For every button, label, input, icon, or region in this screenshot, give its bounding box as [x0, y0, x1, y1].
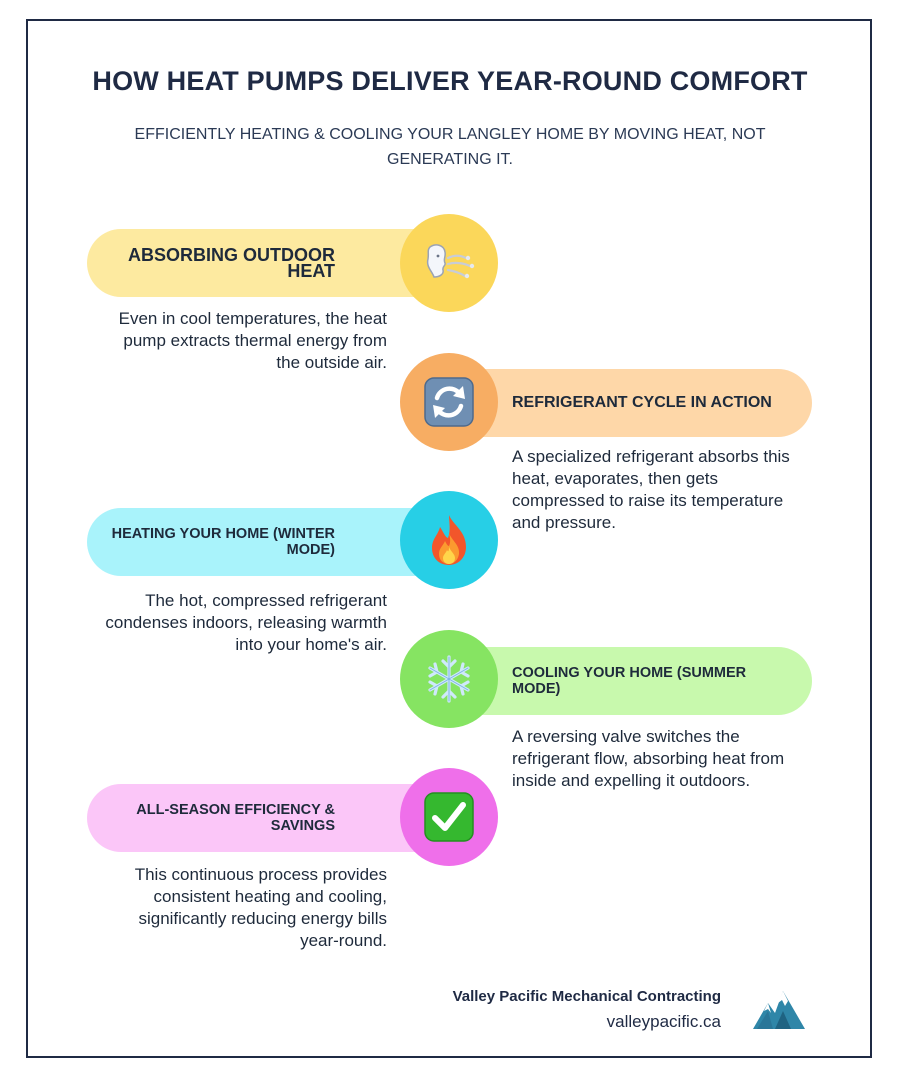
- snowflake-icon: [423, 653, 475, 705]
- step-2-circle: [400, 353, 498, 451]
- step-3-title: HEATING YOUR HOME (WINTER MODE): [111, 526, 335, 558]
- step-4-pill: [450, 647, 812, 715]
- step-5-description: This continuous process provides consistent heating and cooling, significantly reducing energy bills year-round.: [134, 865, 387, 950]
- step-5-title: ALL-SEASON EFFICIENCY & SAVINGS: [136, 802, 335, 834]
- cycle-arrows-icon: [423, 376, 475, 428]
- step-1-description: Even in cool temperatures, the heat pump extracts thermal energy from the outside air.: [118, 309, 387, 372]
- step-4-description: A reversing valve switches the refrigerant flow, absorbing heat from inside and expelling it outdoors.: [512, 727, 785, 790]
- footer-company-name: Valley Pacific Mechanical Contracting: [452, 988, 721, 1005]
- step-4-circle: [400, 630, 498, 728]
- page-subtitle: EFFICIENTLY HEATING & COOLING YOUR LANGLEY HOME BY MOVING HEAT, NOT GENERATING IT.: [134, 126, 766, 168]
- footer-website-link[interactable]: valleypacific.ca: [606, 1012, 721, 1031]
- wind-face-icon: [422, 241, 476, 285]
- check-mark-icon: [423, 791, 475, 843]
- step-3-circle: [400, 491, 498, 589]
- step-2-pill: [450, 369, 812, 437]
- mountain-logo-icon: [751, 987, 807, 1031]
- step-5-pill: [87, 784, 447, 852]
- step-1-pill: [87, 229, 447, 297]
- step-2-description: A specialized refrigerant absorbs this heat, evaporates, then gets compressed to raise its temperature and pressure.: [512, 447, 790, 532]
- step-4-title: COOLING YOUR HOME (SUMMER MODE): [512, 665, 747, 697]
- step-3-description: The hot, compressed refrigerant condenses indoors, releasing warmth into your home's air.: [105, 591, 387, 654]
- step-3-pill: [87, 508, 447, 576]
- page-title: HOW HEAT PUMPS DELIVER YEAR-ROUND COMFORT: [92, 66, 808, 96]
- step-2-title: REFRIGERANT CYCLE IN ACTION: [512, 394, 772, 411]
- step-5-circle: [400, 768, 498, 866]
- step-1-circle: [400, 214, 498, 312]
- fire-icon: [426, 513, 472, 567]
- step-1-title: ABSORBING OUTDOOR HEAT: [128, 245, 335, 281]
